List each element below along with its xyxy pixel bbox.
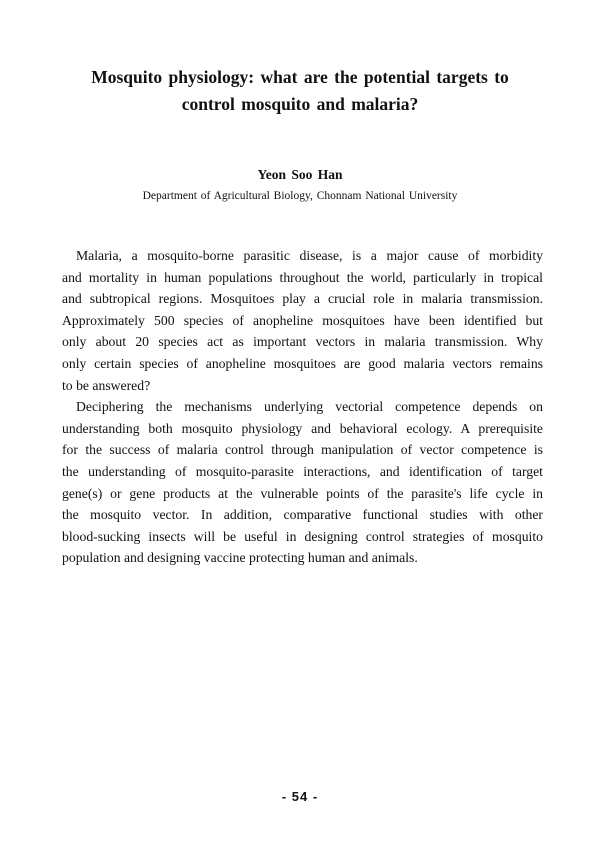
page-number: - 54 - bbox=[281, 789, 319, 804]
text-line: population and designing vaccine protecting human and animals. bbox=[62, 550, 418, 566]
abstract-paragraph-2 bbox=[62, 396, 543, 569]
text-line: only certain species of anopheline mosquitoes are good malaria vectors remains bbox=[62, 355, 543, 371]
paper-title bbox=[60, 64, 540, 118]
paper-title-line: Mosquito physiology: what are the potential targets to bbox=[91, 67, 509, 87]
author-affiliation: Department of Agricultural Biology, Chonnam National University bbox=[142, 190, 458, 202]
paper-title-line: control mosquito and malaria? bbox=[181, 94, 419, 114]
text-line: Malaria, a mosquito-borne parasitic disease, is a major cause of morbidity bbox=[76, 248, 543, 263]
abstract-body bbox=[62, 245, 543, 569]
text-line: blood-sucking insects will be useful in designing control strategies of mosquito bbox=[62, 528, 543, 544]
text-line: for the success of malaria control through manipulation of vector competence is bbox=[62, 442, 543, 458]
abstract-paragraph-1 bbox=[62, 245, 543, 396]
text-line: and mortality in human populations throughout the world, particularly in tropical bbox=[62, 269, 543, 285]
text-line: to be answered? bbox=[62, 377, 151, 393]
text-line: and subtropical regions. Mosquitoes play a crucial role in malaria transmission. bbox=[62, 291, 543, 307]
text-line: only about 20 species act as important vectors in malaria transmission. Why bbox=[62, 334, 543, 350]
author-name: Yeon Soo Han bbox=[257, 167, 343, 182]
text-line: understanding both mosquito physiology and behavioral ecology. A prerequisite bbox=[62, 420, 543, 436]
text-line: the understanding of mosquito-parasite interactions, and identification of target bbox=[62, 463, 543, 479]
text-line: the mosquito vector. In addition, comparative functional studies with other bbox=[62, 507, 543, 523]
text-line: gene(s) or gene products at the vulnerable points of the parasite's life cycle in bbox=[62, 485, 543, 501]
text-line: Approximately 500 species of anopheline mosquitoes have been identified but bbox=[62, 312, 543, 328]
text-line: Deciphering the mechanisms underlying vectorial competence depends on bbox=[76, 399, 543, 415]
